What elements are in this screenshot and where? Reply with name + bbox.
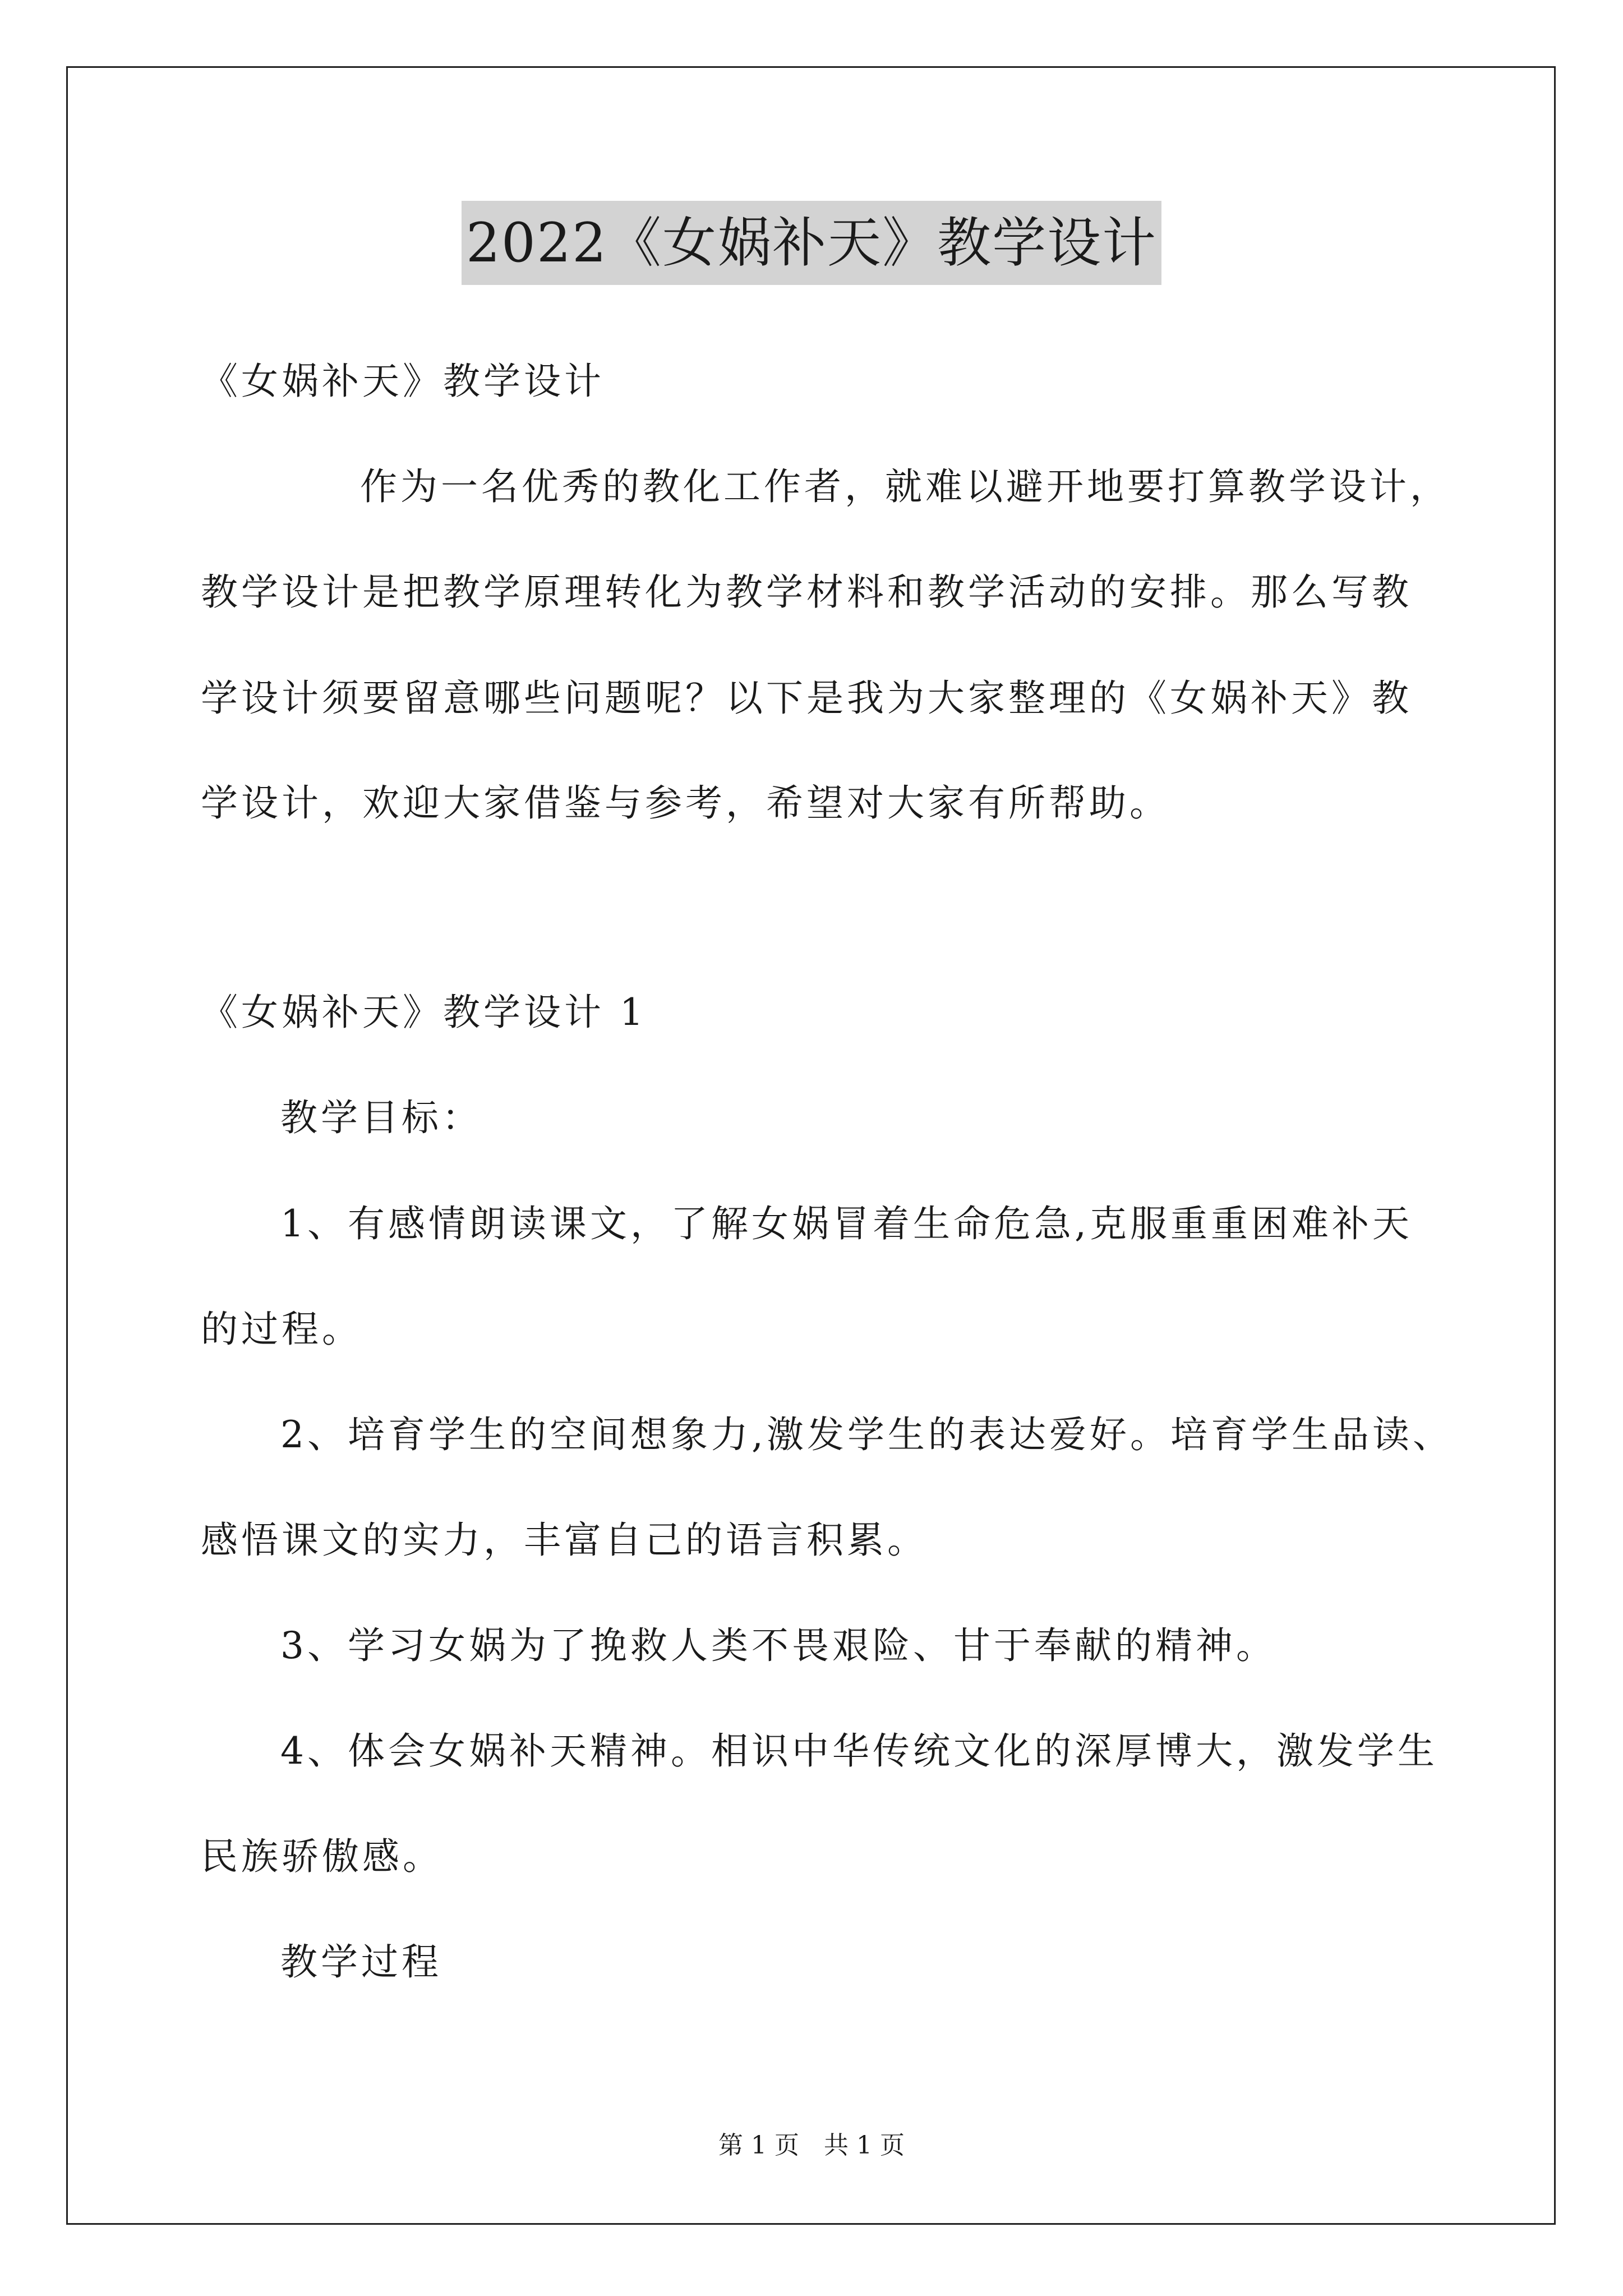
document-title: 2022《女娲补天》教学设计 xyxy=(462,201,1161,285)
section-heading: 《女娲补天》教学设计 1 xyxy=(201,991,647,1034)
title-container xyxy=(0,201,1623,285)
paragraph-line: 学设计，欢迎大家借鉴与参考，希望对大家有所帮助。 xyxy=(201,781,1170,825)
page-footer: 第 1 页 共 1 页 xyxy=(718,2131,905,2160)
list-item: 3、学习女娲为了挽救人类不畏艰险、甘于奉献的精神。 xyxy=(280,1624,1276,1667)
list-item: 4、体会女娲补天精神。相识中华传统文化的深厚博大，激发学生 xyxy=(280,1729,1438,1773)
paragraph-line: 教学目标： xyxy=(280,1096,482,1139)
list-item: 1、有感情朗读课文，了解女娲冒着生命危急,克服重重困难补天 xyxy=(280,1202,1413,1245)
paragraph-line: 作为一名优秀的教化工作者，就难以避开地要打算教学设计， xyxy=(360,465,1450,508)
list-item-continuation: 民族骄傲感。 xyxy=(201,1835,443,1878)
list-item-continuation: 的过程。 xyxy=(201,1308,362,1351)
paragraph-line: 学设计须要留意哪些问题呢？以下是我为大家整理的《女娲补天》教 xyxy=(201,677,1412,720)
list-item-continuation: 感悟课文的实力，丰富自己的语言积累。 xyxy=(201,1519,928,1562)
paragraph-line: 教学过程 xyxy=(280,1940,442,1984)
list-item: 2、培育学生的空间想象力,激发学生的表达爱好。培育学生品读、 xyxy=(280,1413,1453,1456)
subtitle-line: 《女娲补天》教学设计 xyxy=(201,360,605,403)
paragraph-line: 教学设计是把教学原理转化为教学材料和教学活动的安排。那么写教 xyxy=(201,570,1412,614)
